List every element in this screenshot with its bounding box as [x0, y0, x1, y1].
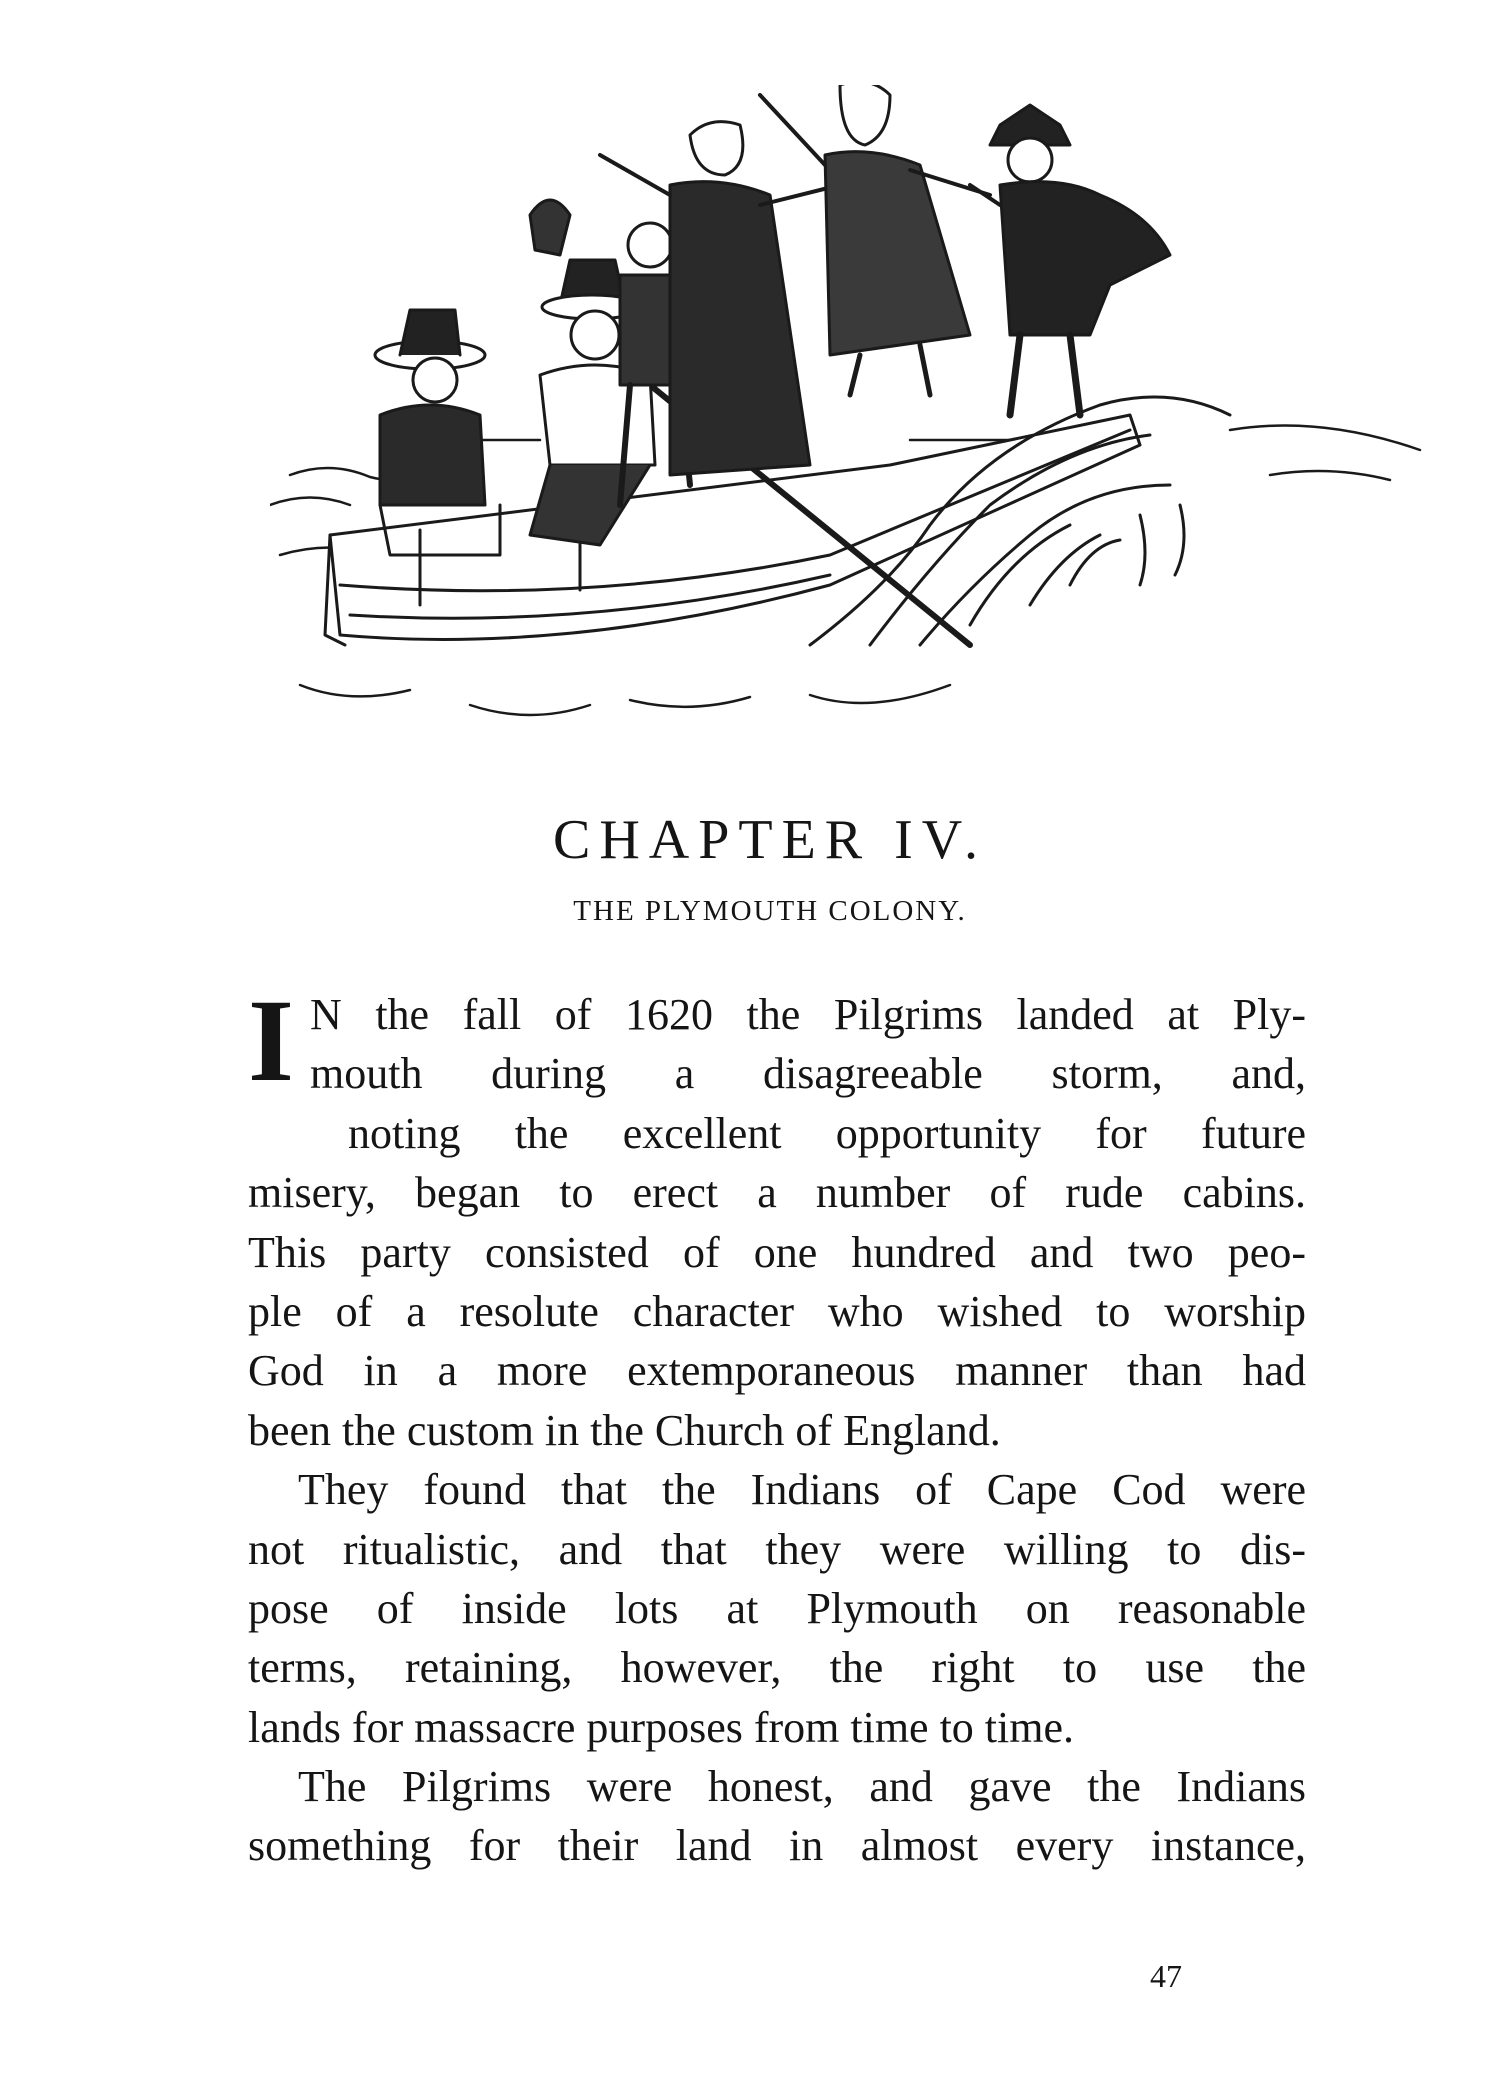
body-text [248, 975, 1306, 1876]
text-line: noting the excellent opportunity for future [348, 1108, 1306, 1158]
pilgrims-landing-illustration [270, 85, 1480, 725]
shore-pilgrim [970, 105, 1170, 415]
text-line: lands for massacre purposes from time to time. [248, 1702, 1075, 1752]
page-number: 47 [1150, 1958, 1182, 1994]
text-line: mouth during a disagreeable storm, and, [310, 1049, 1306, 1099]
text-line: This party consisted of one hundred and two peo- [248, 1227, 1306, 1277]
text-line: misery, began to erect a number of rude cabins. [248, 1168, 1306, 1218]
chapter-heading: CHAPTER IV. [552, 808, 987, 871]
text-line: The Pilgrims were honest, and gave the Indians [298, 1762, 1306, 1812]
chapter-subtitle: THE PLYMOUTH COLONY. [573, 895, 967, 927]
text-line: N the fall of 1620 the Pilgrims landed at Ply- [310, 990, 1306, 1039]
text-line: ple of a resolute character who wished to worship [248, 1286, 1306, 1336]
text-line: not ritualistic, and that they were willing to dis- [248, 1524, 1306, 1574]
text-line: pose of inside lots at Plymouth on reasonable [248, 1583, 1306, 1633]
text-line: something for their land in almost every instance, [248, 1821, 1306, 1871]
woman-pilgrim-two [760, 85, 990, 395]
text-line: They found that the Indians of Cape Cod were [298, 1465, 1306, 1515]
text-line: terms, retaining, however, the right to use the [248, 1643, 1306, 1693]
drop-cap: I [248, 975, 294, 1106]
text-line: God in a more extemporaneous manner than had [248, 1346, 1306, 1396]
text-line: been the custom in the Church of England. [248, 1405, 1001, 1455]
